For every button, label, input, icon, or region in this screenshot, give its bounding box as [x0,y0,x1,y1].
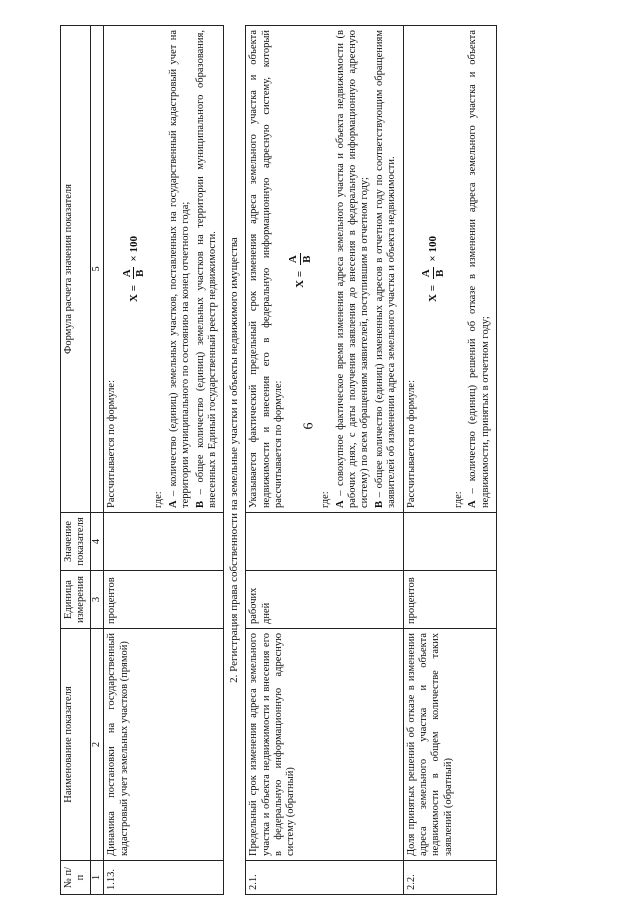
indicators-table [60,25,497,895]
document-table-rotated [60,25,620,895]
header-name: Наименование показателя [61,629,91,861]
row-value [104,513,224,571]
formula-intro: Указывается фактический предельный срок изменения адреса земельного участка и объекта недвижимости и внесения его в федеральную информационную адресную систему, который рассчитывается по формуле: [248,30,285,508]
formula-fraction [420,267,447,279]
table-row [246,26,403,895]
formula-tail: × 100 [426,236,439,262]
row-num: 1.13. [104,861,224,895]
index-cell: 5 [90,26,103,513]
row-unit: процентов [104,571,224,629]
table-header-row [61,26,91,895]
formula [420,30,447,508]
row-name: Предельный срок изменения адреса земельного участка и объекта недвижимости и внесения его в федеральную информационную адресную систему (обратный) [246,629,403,861]
row-unit: процентов [403,571,496,629]
formula-numerator: A [287,255,300,264]
row-formula [403,26,496,513]
section-row [224,26,246,895]
formula-lhs: X = [426,285,439,302]
index-cell: 1 [90,861,103,895]
definition-letter: B [194,500,206,508]
formula [287,30,314,508]
table-row [403,26,496,895]
formula-intro: Рассчитывается по формуле: [106,379,118,508]
page-number: 6 [301,422,317,430]
definition-letter: B [373,500,385,508]
header-formula: Формула расчета значения показателя [61,26,91,513]
header-value: Значение показателя [61,513,91,571]
definition-text: – общее количество (единиц) измененных адресов в отчетном году по соответствующим обращениям заявителей об изменении адреса земельного участка и объекта недвижимости. [373,30,398,508]
formula-where: где: [452,491,464,508]
formula-lhs: X = [294,270,307,288]
row-name: Доля принятых решений об отказе в изменении адреса земельного участка и объекта недвижимости в общем количестве таких заявлений (обратный) [403,629,496,861]
formula [121,30,148,508]
table-row [104,26,224,895]
row-value [246,513,403,571]
definition [467,30,492,508]
formula-where: где: [153,491,165,508]
formula-intro: Рассчитывается по формуле: [405,379,417,508]
header-unit: Единица измерения [61,571,91,629]
formula-denominator: B [433,269,446,277]
definition [168,30,193,508]
definition-text: – общее количество (единиц) земельных участков на территории муниципального образования, внесенных в Единый государственный реестр недвижимости. [194,30,218,508]
formula-denominator: B [301,255,314,263]
formula-numerator: A [419,269,432,278]
definition-letter: A [334,500,346,508]
formula-tail: × 100 [127,236,140,262]
index-cell: 2 [90,629,103,861]
section-title: 2. Регистрация права собственности на земельные участки и объекты недвижимого имущества [224,26,246,895]
index-cell: 3 [90,571,103,629]
row-num: 2.1. [246,861,403,895]
index-row [90,26,103,895]
definition-letter: A [467,500,479,508]
formula-where: где: [320,491,332,508]
definition-text: – совокупное фактическое время изменения адреса земельного участка и объекта недвижимости (в рабочих днях, с даты получения заявления до внесения в федеральную информационную адресную систему) по всем обращениям заявителей, поступившим в отчетном году; [334,30,371,508]
definition-text: – количество (единиц) земельных участков, поставленных на государственный кадастровый учет на территории муниципального по состоянию на конец отчетного года; [167,30,192,508]
definition-letter: A [167,500,179,508]
definition-text: – количество (единиц) решений об отказе в изменении адреса земельного участка и объекта недвижимости, принятых в отчетном году; [467,30,491,508]
definition [335,30,372,508]
formula-lhs: X = [127,285,140,302]
row-formula [104,26,224,513]
row-unit: рабочих дней [246,571,403,629]
row-formula [246,26,403,513]
row-name: Динамика постановки на государственный кадастровый учет земельных участков (прямой) [104,629,224,861]
formula-numerator: A [120,269,133,278]
index-cell: 4 [90,513,103,571]
header-num: № п/п [61,861,91,895]
definition [374,30,399,508]
formula-denominator: B [134,269,147,277]
row-value [403,513,496,571]
formula-fraction [121,267,148,279]
row-num: 2.2. [403,861,496,895]
formula-fraction [287,253,314,265]
definition [195,30,220,508]
